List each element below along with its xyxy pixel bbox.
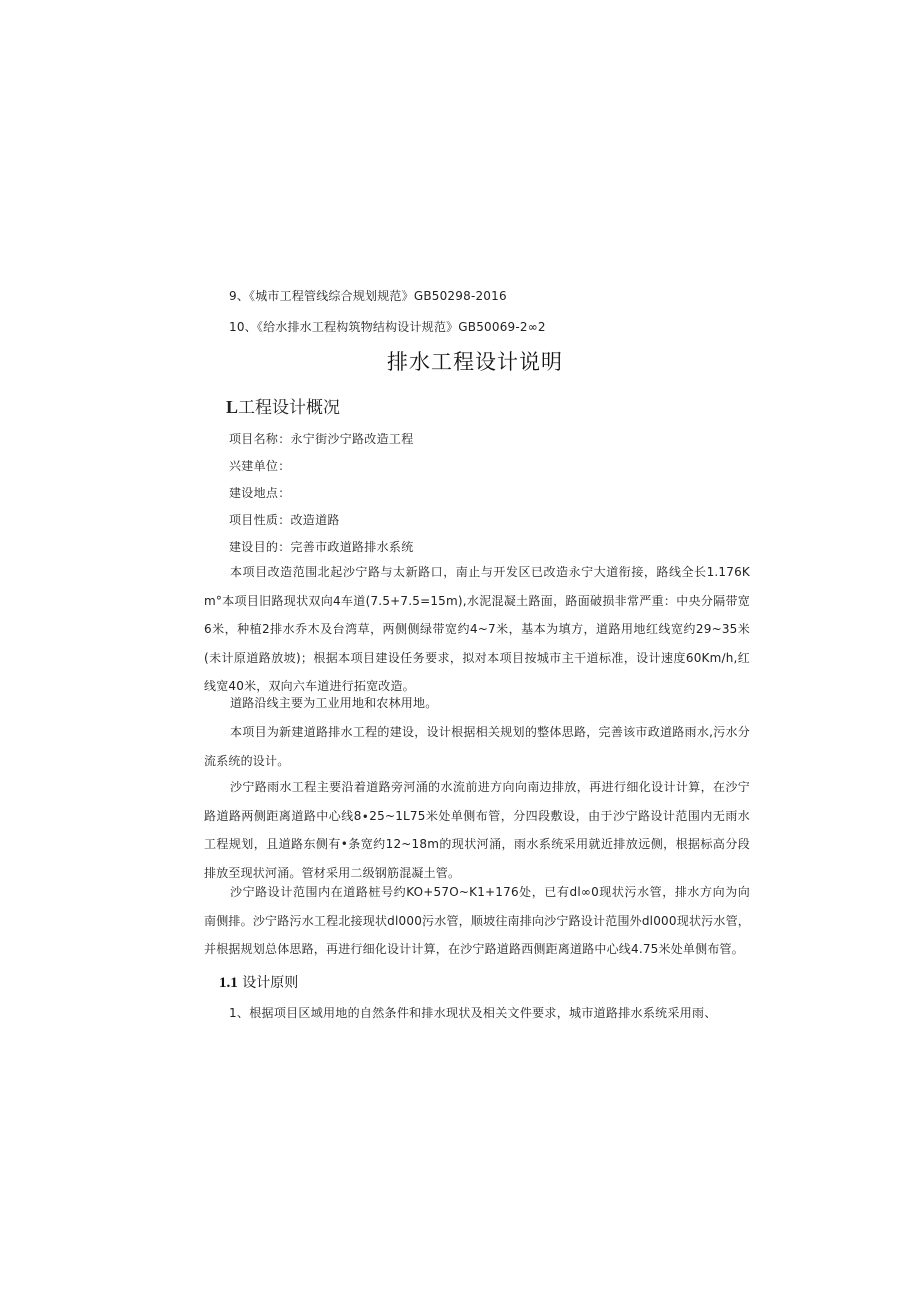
project-location: 建设地点： — [229, 486, 291, 500]
paragraph-design-idea: 本项目为新建道路排水工程的建设，设计根据相关规划的整体思路，完善该市政道路雨水,污水分流系统的设计。 — [204, 725, 750, 768]
subsection-title-text: 设计原则 — [242, 975, 299, 991]
subsection-number: 1.1 — [219, 975, 238, 991]
reference-item-10: 10、《给水排水工程构筑物结构设计规范》GB50069-2∞2 — [229, 320, 546, 334]
paragraph-scope: 本项目改造范围北起沙宁路与太新路口，南止与开发区已改造永宁大道衔接，路线全长1.176Km°本项目旧路现状双向4车道(7.5+7.5=15m),水泥混凝土路面，路面破损非常严重：中央分隔带宽6米，种植2排水乔木及台湾草，两侧侧绿带宽约4~7米，基本为填方，道路用地红线宽约29~35米(未计原道路放坡)；根据本项目建设任务要求，拟对本项目按城市主干道标准，设计速度60Km∕h,红线宽40米，双向六车道进行拓宽改造。 — [204, 565, 750, 694]
document-title: 排水工程设计说明 — [387, 350, 563, 374]
reference-item-9: 9、《城市工程管线综合规划规范》GB50298-2016 — [229, 289, 507, 303]
subsection-heading-1-1 — [219, 972, 298, 992]
paragraph-sewage: 沙宁路设计范围内在道路桩号约KO+57O~K1+176处，已有dl∞0现状污水管，排水方向为向南侧排。沙宁路污水工程北接现状dl000污水管，顺坡往南排向沙宁路设计范围外dl000现状污水管，并根据规划总体思路，再进行细化设计计算，在沙宁路道路西侧距离道路中心线4.75米处单侧布管。 — [204, 885, 750, 957]
section-title-text: 工程设计概况 — [238, 398, 341, 418]
section-heading-1 — [226, 393, 340, 418]
paragraph-rainwater: 沙宁路雨水工程主要沿着道路旁河涌的水流前进方向向南边排放，再进行细化设计计算，在沙宁路道路两侧距离道路中心线8∙25~1L75米处单侧布管，分四段敷设，由于沙宁路设计范围内无雨水工程规划，且道路东侧有•条宽约12~18m的现状河涌，雨水系统采用就近排放远侧，根据标高分段排放至现状河涌。管材采用二级钢筋混凝土管。 — [204, 780, 750, 880]
project-name: 项目名称：永宁街沙宁路改造工程 — [229, 432, 414, 446]
section-number: L — [226, 397, 239, 417]
project-builder: 兴建单位： — [229, 459, 291, 473]
paragraph-land-use: 道路沿线主要为工业用地和农林用地。 — [230, 696, 438, 710]
project-nature: 项目性质：改造道路 — [229, 513, 340, 527]
principle-item-1: 1、根据项目区域用地的自然条件和排水现状及相关文件要求，城市道路排水系统采用雨、 — [229, 1006, 717, 1020]
project-purpose: 建设目的：完善市政道路排水系统 — [229, 540, 414, 554]
